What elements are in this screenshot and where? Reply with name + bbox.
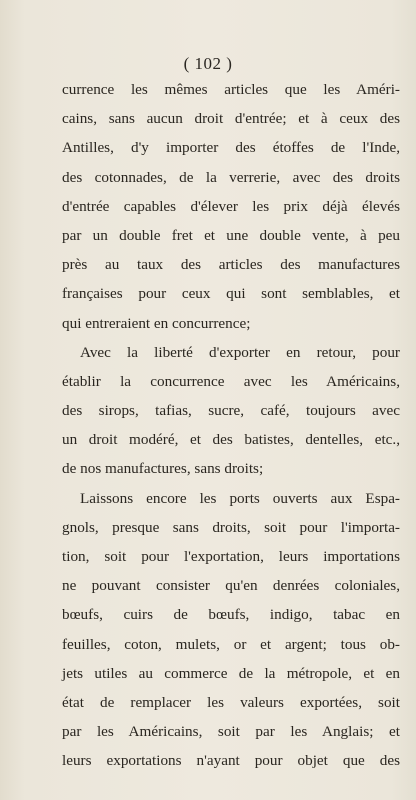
text-line: près au taux des articles des manufactures [62, 256, 400, 274]
text-line: jets utiles au commerce de la métropole, et en [62, 664, 400, 682]
text-line: des cotonnades, de la verrerie, avec des droits [62, 168, 400, 186]
text-line: d'entrée capables d'élever les prix déjà élevés [62, 197, 400, 215]
text-line: des sirops, tafias, sucre, café, toujours avec [62, 402, 400, 420]
text-line: un droit modéré, et des batistes, dentelles, etc., [62, 431, 400, 449]
text-line: leurs exportations n'ayant pour objet que des [62, 752, 400, 770]
text-line: françaises pour ceux qui sont semblables, et [62, 285, 400, 303]
page-number: ( 102 ) [183, 54, 233, 73]
text-line: ne pouvant consister qu'en denrées coloniales, [62, 577, 400, 595]
text-line: tion, soit pour l'exportation, leurs importations [62, 548, 400, 565]
paragraph-start-line: Laissons encore les ports ouverts aux Espa- [80, 489, 400, 507]
text-line: gnols, presque sans droits, soit pour l'importa- [62, 518, 400, 536]
text-line: par un double fret et une double vente, à peu [62, 226, 400, 244]
paragraph-start-line: Avec la liberté d'exporter en retour, pour [80, 343, 400, 361]
text-line: état de remplacer les valeurs exportées, soit [62, 693, 400, 711]
text-line: par les Américains, soit par les Anglais; et [62, 723, 400, 741]
text-line: currence les mêmes articles que les Améri- [62, 81, 400, 98]
paragraph-end-line: de nos manufactures, sans droits; [62, 460, 264, 478]
text-line: cains, sans aucun droit d'entrée; et à ceux des [62, 110, 400, 128]
paragraph-end-line: qui entreraient en concurrence; [62, 314, 251, 332]
text-line: établir la concurrence avec les Américains, [62, 372, 400, 390]
text-line: feuilles, coton, mulets, or et argent; tous ob- [62, 635, 400, 653]
text-line: bœufs, cuirs de bœufs, indigo, tabac en [62, 606, 400, 624]
text-line: Antilles, d'y importer des étoffes de l'Inde, [62, 139, 400, 157]
body-text [62, 75, 400, 776]
